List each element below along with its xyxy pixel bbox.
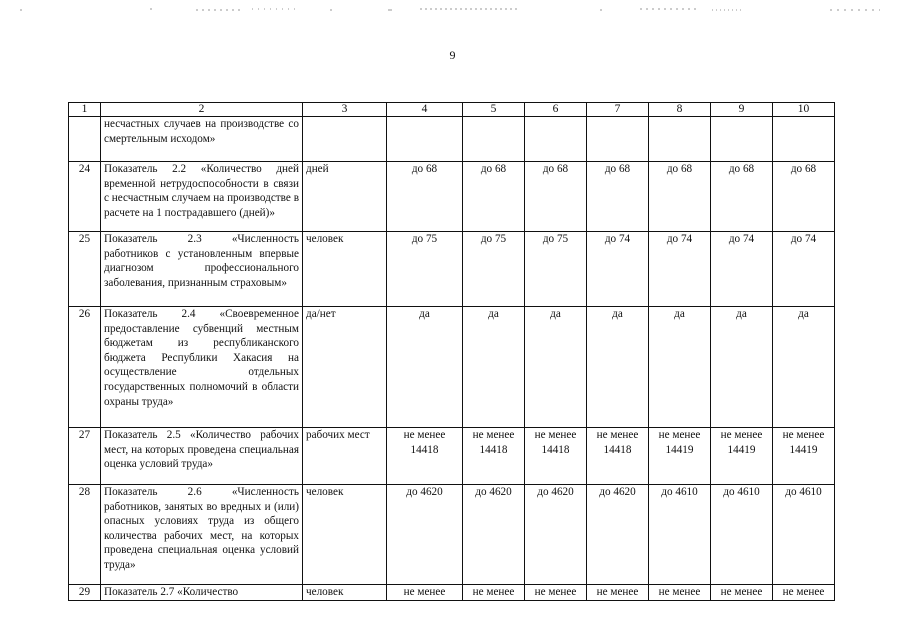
table-row xyxy=(69,117,835,162)
indicator-value: не менее xyxy=(463,585,525,601)
table-row xyxy=(69,232,835,307)
indicator-value xyxy=(525,117,587,162)
indicator-value: не менее 14419 xyxy=(649,428,711,485)
table-row xyxy=(69,585,835,601)
indicator-value xyxy=(463,117,525,162)
indicator-value: не менее xyxy=(587,585,649,601)
indicator-name: Показатель 2.3 «Численность работников с установленным впервые диагнозом профессионального заболевания, признанным страховым» xyxy=(101,232,303,307)
unit-of-measure: дней xyxy=(303,162,387,232)
indicator-value: да xyxy=(587,307,649,428)
indicator-value: не менее 14418 xyxy=(463,428,525,485)
indicator-value: до 68 xyxy=(587,162,649,232)
row-number: 28 xyxy=(69,485,101,585)
header-cell: 10 xyxy=(773,103,835,117)
indicator-value: не менее xyxy=(649,585,711,601)
indicator-value: не менее xyxy=(773,585,835,601)
header-cell: 1 xyxy=(69,103,101,117)
row-number: 24 xyxy=(69,162,101,232)
header-cell: 8 xyxy=(649,103,711,117)
table-header-row xyxy=(69,103,835,117)
unit-of-measure: человек xyxy=(303,585,387,601)
scan-noise-top xyxy=(0,8,905,12)
indicator-value xyxy=(711,117,773,162)
unit-of-measure xyxy=(303,117,387,162)
indicator-value: не менее 14419 xyxy=(711,428,773,485)
indicator-value: да xyxy=(387,307,463,428)
header-cell: 3 xyxy=(303,103,387,117)
indicator-value: до 4610 xyxy=(711,485,773,585)
indicator-value: не менее 14418 xyxy=(387,428,463,485)
header-cell: 7 xyxy=(587,103,649,117)
indicator-value: до 68 xyxy=(711,162,773,232)
unit-of-measure: человек xyxy=(303,485,387,585)
row-number: 25 xyxy=(69,232,101,307)
header-cell: 2 xyxy=(101,103,303,117)
header-cell: 9 xyxy=(711,103,773,117)
indicator-value: да xyxy=(463,307,525,428)
indicator-value: да xyxy=(711,307,773,428)
indicator-value: до 68 xyxy=(525,162,587,232)
indicator-value xyxy=(773,117,835,162)
indicator-value: не менее 14419 xyxy=(773,428,835,485)
indicator-value: до 4610 xyxy=(649,485,711,585)
row-number xyxy=(69,117,101,162)
indicator-value: до 68 xyxy=(773,162,835,232)
indicator-name: Показатель 2.7 «Количество xyxy=(101,585,303,601)
table-row xyxy=(69,307,835,428)
indicator-value: до 4620 xyxy=(525,485,587,585)
table-row xyxy=(69,485,835,585)
indicator-value: да xyxy=(773,307,835,428)
indicators-table xyxy=(68,102,835,601)
header-cell: 4 xyxy=(387,103,463,117)
indicator-value: до 74 xyxy=(773,232,835,307)
indicator-name: Показатель 2.5 «Количество рабочих мест, на которых проведена специальная оценка условий труда» xyxy=(101,428,303,485)
table-row xyxy=(69,428,835,485)
header-cell: 5 xyxy=(463,103,525,117)
indicator-value xyxy=(587,117,649,162)
indicator-value: до 74 xyxy=(587,232,649,307)
unit-of-measure: рабочих мест xyxy=(303,428,387,485)
indicator-value: не менее 14418 xyxy=(525,428,587,485)
indicator-value: до 4620 xyxy=(463,485,525,585)
indicator-value: не менее xyxy=(387,585,463,601)
indicator-value: до 68 xyxy=(387,162,463,232)
indicator-value: не менее xyxy=(711,585,773,601)
indicator-value: до 4620 xyxy=(587,485,649,585)
row-number: 27 xyxy=(69,428,101,485)
indicator-value: до 4610 xyxy=(773,485,835,585)
indicator-value: не менее 14418 xyxy=(587,428,649,485)
row-number: 26 xyxy=(69,307,101,428)
indicator-value: до 74 xyxy=(649,232,711,307)
indicator-value: до 75 xyxy=(525,232,587,307)
indicator-value: до 68 xyxy=(649,162,711,232)
indicator-value: да xyxy=(649,307,711,428)
indicator-value: да xyxy=(525,307,587,428)
indicator-name: Показатель 2.2 «Количество дней временной нетрудоспособности в связи с несчастным случаем на производстве в расчете на 1 пострадавшего (дней)» xyxy=(101,162,303,232)
indicator-value: до 75 xyxy=(463,232,525,307)
indicator-name: Показатель 2.4 «Своевременное предоставление субвенций местным бюджетам из республиканского бюджета Республики Хакасия на осуществление отдельных государственных полномочий в области охраны труда» xyxy=(101,307,303,428)
unit-of-measure: да/нет xyxy=(303,307,387,428)
indicator-value: до 4620 xyxy=(387,485,463,585)
page-number: 9 xyxy=(449,48,456,62)
indicator-value xyxy=(649,117,711,162)
indicator-value: до 74 xyxy=(711,232,773,307)
header-cell: 6 xyxy=(525,103,587,117)
unit-of-measure: человек xyxy=(303,232,387,307)
table-row xyxy=(69,162,835,232)
indicator-value: не менее xyxy=(525,585,587,601)
indicator-name: Показатель 2.6 «Численность работников, занятых во вредных и (или) опасных условиях труда из общего количества рабочих мест, на которых проведена специальная оценка условий труда» xyxy=(101,485,303,585)
indicator-value: до 68 xyxy=(463,162,525,232)
indicator-value xyxy=(387,117,463,162)
indicator-value: до 75 xyxy=(387,232,463,307)
row-number: 29 xyxy=(69,585,101,601)
indicator-name: несчастных случаев на производстве со смертельным исходом» xyxy=(101,117,303,162)
